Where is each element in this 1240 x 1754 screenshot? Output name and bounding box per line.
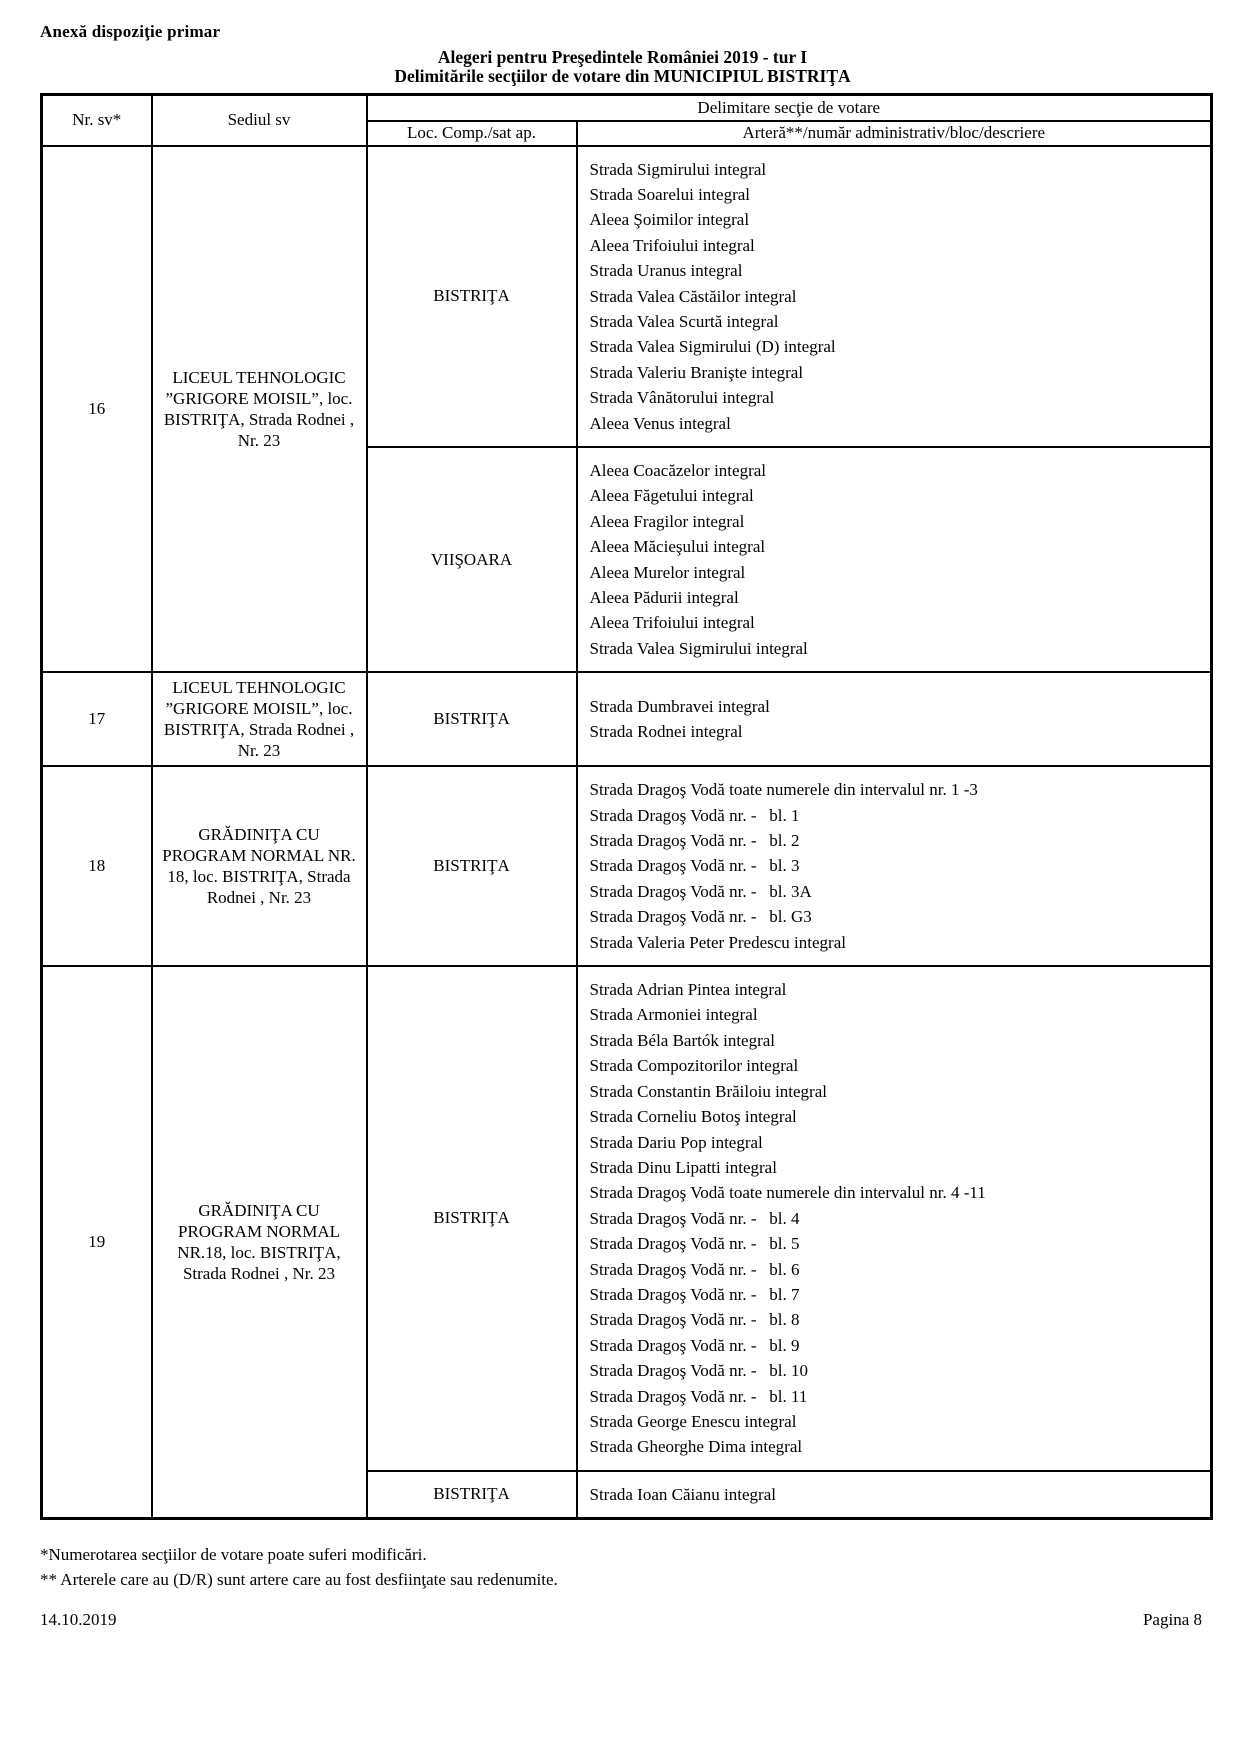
- header-delimitare: Delimitare secţie de votare: [367, 95, 1212, 121]
- cell-sediul-sv: GRĂDINIŢA CU PROGRAM NORMAL NR. 18, loc. BISTRIŢA, Strada Rodnei , Nr. 23: [152, 766, 367, 966]
- street-entry: Strada Valeriu Branişte integral: [589, 362, 804, 382]
- header-artera: Arteră**/număr administrativ/bloc/descriere: [577, 121, 1212, 146]
- cell-sediul-sv: LICEUL TEHNOLOGIC ”GRIGORE MOISIL”, loc. BISTRIŢA, Strada Rodnei , Nr. 23: [152, 672, 367, 766]
- cell-artera-list: [577, 146, 1212, 447]
- footnotes: [40, 1542, 1205, 1592]
- header-loc-comp: Loc. Comp./sat ap.: [367, 121, 577, 146]
- street-entry: Strada Constantin Brăiloiu integral: [589, 1081, 827, 1101]
- cell-artera-list: [577, 966, 1212, 1471]
- street-entry: Strada Sigmirului integral: [589, 159, 767, 179]
- table-row: [42, 766, 1212, 966]
- table-row: [42, 966, 1212, 1471]
- street-entry: Strada Dragoş Vodă nr. - bl. 5: [589, 1234, 800, 1254]
- street-entry: Aleea Măcieşului integral: [589, 537, 766, 557]
- street-entry: Aleea Şoimilor integral: [589, 210, 750, 230]
- table-row: [42, 672, 1212, 766]
- street-entry: Strada Dragoş Vodă nr. - bl. G3: [589, 907, 812, 927]
- street-entry: Strada Valeria Peter Predescu integral: [589, 932, 846, 952]
- doc-title-line1: Alegeri pentru Preşedintele României 2019 - tur I: [437, 47, 808, 67]
- street-entry: Strada George Enescu integral: [589, 1411, 797, 1431]
- street-entry: Aleea Venus integral: [589, 413, 731, 433]
- street-entry: Strada Adrian Pintea integral: [589, 980, 787, 1000]
- street-entry: Aleea Fragilor integral: [589, 511, 745, 531]
- street-entry: Strada Valea Sigmirului integral: [589, 638, 808, 658]
- document-title: [40, 48, 1205, 86]
- footnote-arteries: ** Arterele care au (D/R) sunt artere care au fost desfiinţate sau redenumite.: [40, 1570, 558, 1590]
- street-entry: Strada Dragoş Vodă toate numerele din intervalul nr. 1 -3: [589, 780, 978, 800]
- doc-title-line2: Delimitările secţiilor de votare din MUNICIPIUL BISTRIŢA: [394, 66, 851, 86]
- delimitation-table: [40, 93, 1213, 1520]
- street-entry: Aleea Trifoiului integral: [589, 613, 755, 633]
- street-entry: Strada Corneliu Botoş integral: [589, 1107, 797, 1127]
- street-entry: Strada Compozitorilor integral: [589, 1056, 799, 1076]
- street-entry: Strada Dragoş Vodă toate numerele din intervalul nr. 4 -11: [589, 1183, 986, 1203]
- street-entry: Strada Ioan Căianu integral: [589, 1484, 776, 1504]
- annex-label: Anexă dispoziţie primar: [40, 22, 221, 41]
- street-entry: Aleea Coacăzelor integral: [589, 460, 767, 480]
- street-entry: Strada Dragoş Vodă nr. - bl. 8: [589, 1310, 800, 1330]
- cell-nr-sv: 19: [42, 966, 152, 1519]
- street-entry: Strada Dragoş Vodă nr. - bl. 7: [589, 1284, 800, 1304]
- street-entry: Strada Valea Căstăilor integral: [589, 286, 797, 306]
- table-header-row-1: [42, 95, 1212, 121]
- street-entry: Aleea Murelor integral: [589, 562, 746, 582]
- cell-artera-list: [577, 672, 1212, 766]
- street-entry: Strada Armoniei integral: [589, 1005, 758, 1025]
- cell-artera-list: [577, 766, 1212, 966]
- street-entry: Strada Dragoş Vodă nr. - bl. 6: [589, 1259, 800, 1279]
- street-entry: Strada Dumbravei integral: [589, 696, 770, 716]
- street-entry: Strada Dragoş Vodă nr. - bl. 2: [589, 831, 800, 851]
- street-entry: Strada Dragoş Vodă nr. - bl. 10: [589, 1361, 808, 1381]
- street-entry: Strada Gheorghe Dima integral: [589, 1437, 803, 1457]
- street-entry: Strada Valea Sigmirului (D) integral: [589, 337, 836, 357]
- page-footer: [40, 1610, 1202, 1630]
- cell-localitate: BISTRIŢA: [367, 1471, 577, 1519]
- cell-sediul-sv: GRĂDINIŢA CU PROGRAM NORMAL NR.18, loc. BISTRIŢA, Strada Rodnei , Nr. 23: [152, 966, 367, 1519]
- cell-localitate: BISTRIŢA: [367, 672, 577, 766]
- cell-nr-sv: 18: [42, 766, 152, 966]
- street-entry: Strada Dinu Lipatti integral: [589, 1157, 777, 1177]
- street-entry: Strada Dragoş Vodă nr. - bl. 4: [589, 1208, 800, 1228]
- street-entry: Strada Dragoş Vodă nr. - bl. 3: [589, 856, 800, 876]
- cell-localitate: VIIŞOARA: [367, 447, 577, 672]
- footer-date: 14.10.2019: [40, 1610, 117, 1629]
- street-entry: Aleea Pădurii integral: [589, 588, 739, 607]
- street-entry: Strada Rodnei integral: [589, 722, 743, 742]
- table-row: [42, 146, 1212, 447]
- street-entry: Strada Valea Scurtă integral: [589, 311, 779, 331]
- cell-localitate: BISTRIŢA: [367, 766, 577, 966]
- street-entry: Strada Soarelui integral: [589, 184, 751, 204]
- street-entry: Aleea Trifoiului integral: [589, 235, 755, 255]
- street-entry: Aleea Făgetului integral: [589, 486, 754, 506]
- footnote-numbering: *Numerotarea secţiilor de votare poate suferi modificări.: [40, 1545, 427, 1565]
- street-entry: Strada Uranus integral: [589, 261, 743, 281]
- street-entry: Strada Dragoş Vodă nr. - bl. 11: [589, 1386, 808, 1406]
- street-entry: Strada Vânătorului integral: [589, 388, 775, 408]
- street-entry: Strada Dragoş Vodă nr. - bl. 3A: [589, 881, 812, 901]
- footer-page-number: Pagina 8: [1142, 1610, 1202, 1629]
- street-entry: Strada Dragoş Vodă nr. - bl. 1: [589, 805, 800, 825]
- street-entry: Strada Béla Bartók integral: [589, 1030, 776, 1050]
- cell-nr-sv: 16: [42, 146, 152, 673]
- cell-localitate: BISTRIŢA: [367, 146, 577, 447]
- cell-artera-list: [577, 447, 1212, 672]
- cell-nr-sv: 17: [42, 672, 152, 766]
- header-nr-sv: Nr. sv*: [42, 95, 152, 146]
- header-sediul-sv: Sediul sv: [152, 95, 367, 146]
- cell-sediul-sv: LICEUL TEHNOLOGIC ”GRIGORE MOISIL”, loc. BISTRIŢA, Strada Rodnei , Nr. 23: [152, 146, 367, 673]
- cell-artera-list: [577, 1471, 1212, 1519]
- cell-localitate: BISTRIŢA: [367, 966, 577, 1471]
- street-entry: Strada Dariu Pop integral: [589, 1132, 763, 1152]
- street-entry: Strada Dragoş Vodă nr. - bl. 9: [589, 1335, 800, 1355]
